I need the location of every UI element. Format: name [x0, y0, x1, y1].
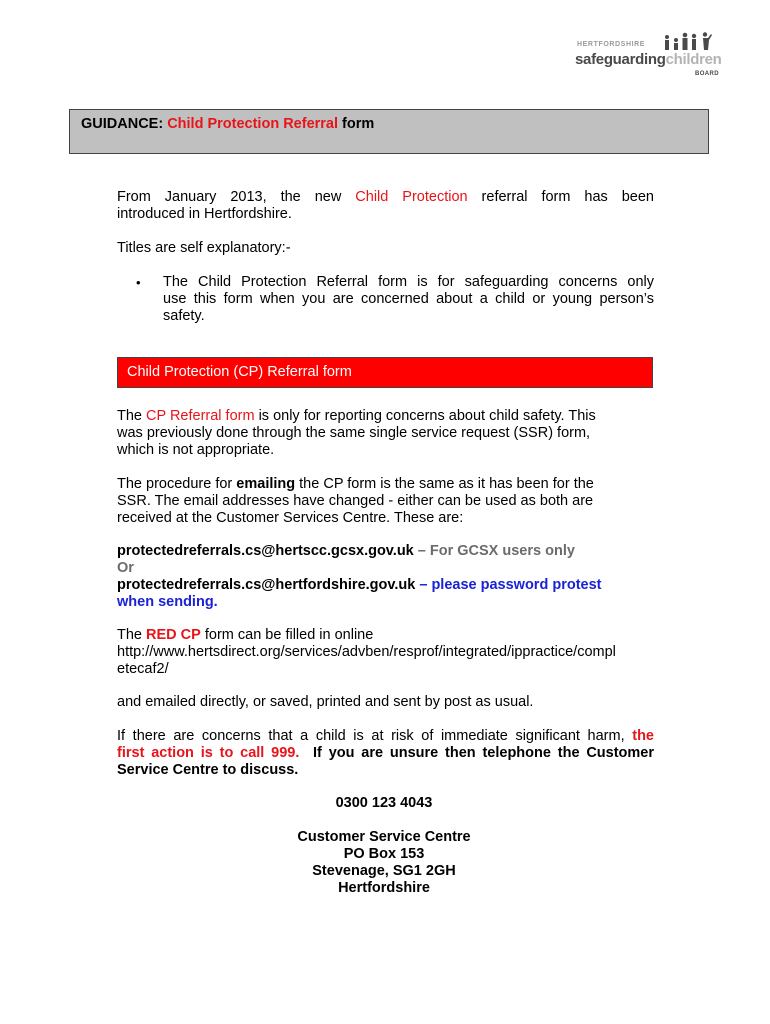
cp-para-line-3: which is not appropriate. — [117, 442, 275, 458]
email-gcsx-line: protectedreferrals.cs@hertscc.gcsx.gov.uk – For GCSX users only — [117, 543, 575, 559]
procedure-line-2: SSR. The email addresses have changed - either can be used as both are — [117, 493, 594, 509]
cp-heading: Child Protection (CP) Referral form — [127, 364, 352, 380]
concern-line-2: first action is to call 999. If you are unsure then telephone the Customer — [117, 745, 655, 761]
family-figures-icon — [661, 32, 717, 52]
email-or: Or — [117, 560, 134, 576]
contact-po-box: PO Box 153 — [343, 846, 425, 862]
email-gcsx-link[interactable]: protectedreferrals.cs@hertscc.gcsx.gov.uk — [117, 543, 414, 559]
cp-para-line-1: The CP Referral form is only for reporting concerns about child safety. This — [117, 408, 596, 424]
email-herts-link[interactable]: protectedreferrals.cs@hertfordshire.gov.uk — [117, 577, 416, 593]
logo-board: BOARD — [695, 71, 719, 77]
cp-para-line-2: was previously done through the same single service request (SSR) form, — [117, 425, 591, 441]
procedure-line-3: received at the Customer Services Centre. These are: — [117, 510, 464, 526]
intro-line-1: From January 2013, the new Child Protection referral form has been — [117, 189, 654, 205]
online-url-line-1[interactable]: http://www.hertsdirect.org/services/advben/resprof/integrated/ippractice/compl — [117, 644, 616, 660]
guidance-title: GUIDANCE: Child Protection Referral form — [81, 116, 375, 132]
contact-phone: 0300 123 4043 — [335, 795, 433, 811]
concern-line-3: Service Centre to discuss. — [117, 762, 299, 778]
online-line-1: The RED CP form can be filled in online — [117, 627, 374, 643]
email-herts-line: protectedreferrals.cs@hertfordshire.gov.uk – please password protest — [117, 577, 602, 593]
procedure-line-1: The procedure for emailing the CP form is the same as it has been for the — [117, 476, 594, 492]
bullet-line-2: use this form when you are concerned about a child or young person’s — [163, 291, 654, 307]
intro-line-2: introduced in Hertfordshire. — [117, 206, 292, 222]
cp-heading-box — [117, 357, 653, 388]
online-url-line-2[interactable]: etecaf2/ — [117, 661, 169, 677]
contact-county: Hertfordshire — [338, 880, 430, 896]
logo-wordmark: safeguardingchildren — [575, 51, 722, 68]
guidance-title-box — [69, 109, 709, 154]
email-herts-note: when sending. — [117, 594, 218, 610]
concern-line-1: If there are concerns that a child is at risk of immediate significant harm, the — [117, 728, 654, 744]
bullet-dot: • — [136, 275, 141, 290]
contact-town: Stevenage, SG1 2GH — [312, 863, 456, 879]
titles-text: Titles are self explanatory:- — [117, 240, 291, 256]
hscb-logo — [575, 30, 725, 88]
bullet-line-3: safety. — [163, 308, 205, 324]
bullet-line-1: The Child Protection Referral form is for safeguarding concerns only — [163, 274, 654, 290]
emailed-text: and emailed directly, or saved, printed and sent by post as usual. — [117, 694, 534, 710]
logo-county: HERTFORDSHIRE — [577, 41, 646, 48]
contact-name: Customer Service Centre — [297, 829, 471, 845]
